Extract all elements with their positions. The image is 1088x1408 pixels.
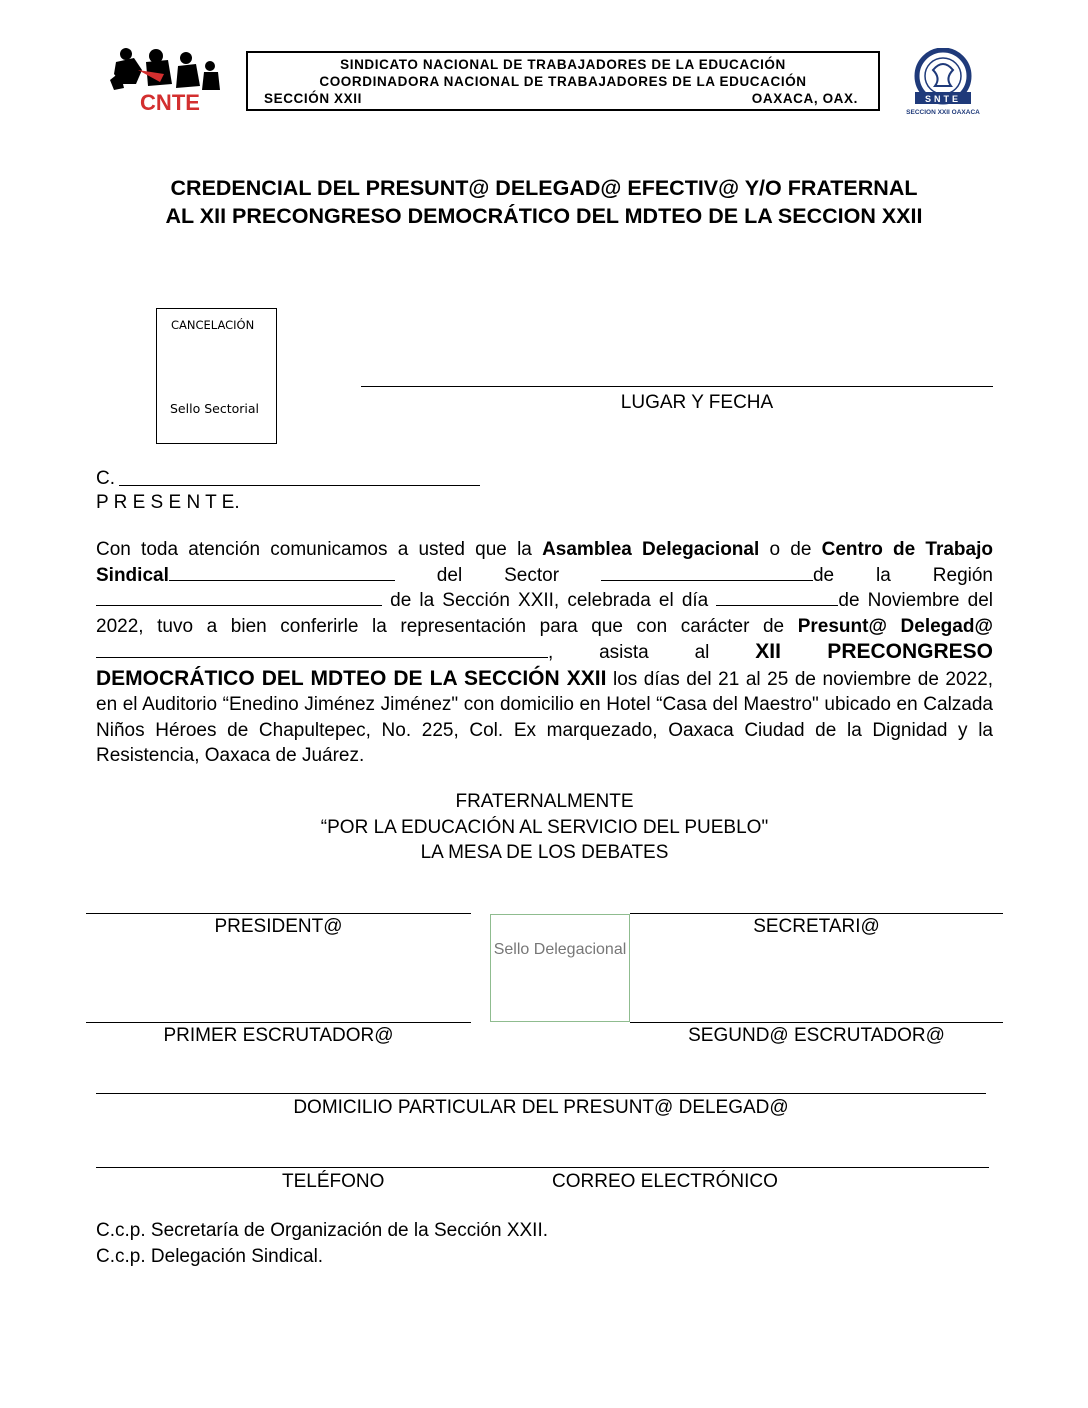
closing-line-2: “POR LA EDUCACIÓN AL SERVICIO DEL PUEBLO"	[320, 817, 769, 838]
phone-label: TELÉFONO	[282, 1171, 385, 1192]
snte-logo-text: SNTE	[924, 94, 962, 104]
snte-seal-logo	[893, 48, 993, 120]
document-title-line-1: CREDENCIAL DEL PRESUNT@ DELEGAD@ EFECTIV@ Y/O FRATERNAL	[170, 176, 918, 200]
header-box	[246, 51, 880, 111]
address-line	[96, 1093, 986, 1094]
body-text: del Sector	[394, 564, 601, 586]
place-date-line	[361, 386, 993, 387]
first-scrutineer-label: PRIMER ESCRUTADOR@	[163, 1025, 394, 1046]
contact-line	[96, 1167, 989, 1168]
cnte-logo-text: CNTE	[140, 90, 200, 114]
snte-logo-subtext: SECCION XXII OAXACA	[906, 109, 980, 116]
delegate-type-blank	[96, 640, 548, 658]
cancellation-stamp-box	[156, 308, 277, 444]
secretary-signature-line	[630, 913, 1003, 914]
day-blank	[716, 588, 838, 606]
header-line-1: SINDICATO NACIONAL DE TRABAJADORES DE LA EDUCACIÓN	[340, 57, 786, 72]
second-scrutineer-label: SEGUND@ ESCRUTADOR@	[688, 1025, 945, 1046]
header-city: OAXACA, OAX.	[751, 91, 858, 106]
body-text: los días del 21 al 25 de noviembre de 2022, en el Auditorio “Enedino Jiménez Jiménez" con domicilio en Hotel “Casa del Maestro" ubicado en Calzada Niños Héroes de Chapultepec, No. 225, Col. Ex marquezado, Oaxaca Ciudad de la Dignidad y la Resistencia, Oaxaca de Juárez.	[96, 668, 993, 766]
closing-line-3: LA MESA DE LOS DEBATES	[420, 842, 669, 863]
first-scrutineer-signature-line	[86, 1022, 471, 1023]
ccp-line-1: C.c.p. Secretaría de Organización de la Sección XXII.	[96, 1220, 549, 1241]
body-text: Con toda atención comunicamos a usted que la	[96, 539, 543, 560]
cnte-logo	[108, 44, 230, 114]
president-label: PRESIDENT@	[214, 916, 343, 937]
secretary-label: SECRETARI@	[753, 916, 880, 937]
recipient-name-line	[119, 485, 480, 486]
region-blank	[96, 588, 382, 606]
work-center-blank	[169, 563, 395, 581]
body-bold: Asamblea Delegacional	[542, 539, 760, 560]
body-event-name: XII PRECONGRESO DEMOCRÁTICO DEL MDTEO DE LA SECCIÓN XXII	[96, 640, 993, 690]
body-bold: Centro de Trabajo Sindical	[96, 539, 993, 586]
body-text: de la Región	[812, 564, 993, 586]
body-text: , asista al	[548, 642, 756, 663]
body-bold: Presunt@ Delegad@	[797, 615, 993, 637]
closing-line-1: FRATERNALMENTE	[455, 791, 634, 812]
header-section: SECCIÓN XXII	[264, 91, 362, 106]
document-title-line-2: AL XII PRECONGRESO DEMOCRÁTICO DEL MDTEO DE LA SECCION XXII	[165, 204, 923, 228]
presente-text: P R E S E N T E.	[96, 492, 240, 513]
president-signature-line	[86, 913, 471, 914]
body-text: de la Sección XXII, celebrada el día	[382, 590, 717, 611]
body-text: o de	[759, 539, 822, 560]
sectoral-stamp-label: Sello Sectorial	[170, 401, 259, 416]
ccp-line-2: C.c.p. Delegación Sindical.	[96, 1246, 324, 1267]
place-date-label: LUGAR Y FECHA	[620, 392, 774, 413]
delegational-stamp-label: Sello Delegacional	[493, 941, 627, 958]
header-line-2: COORDINADORA NACIONAL DE TRABAJADORES DE LA EDUCACIÓN	[319, 74, 807, 89]
body-text: de Noviembre del 2022, tuvo a bien conferirle la representación para que con carácter de	[96, 590, 993, 637]
cancellation-label: CANCELACIÓN	[171, 318, 255, 332]
delegational-stamp-box	[490, 914, 630, 1022]
email-label: CORREO ELECTRÓNICO	[552, 1171, 778, 1192]
second-scrutineer-signature-line	[630, 1022, 1003, 1023]
credential-body-paragraph	[96, 537, 993, 769]
address-label: DOMICILIO PARTICULAR DEL PRESUNT@ DELEGAD@	[293, 1097, 789, 1118]
recipient-prefix: C.	[96, 468, 115, 489]
sector-blank	[601, 563, 813, 581]
